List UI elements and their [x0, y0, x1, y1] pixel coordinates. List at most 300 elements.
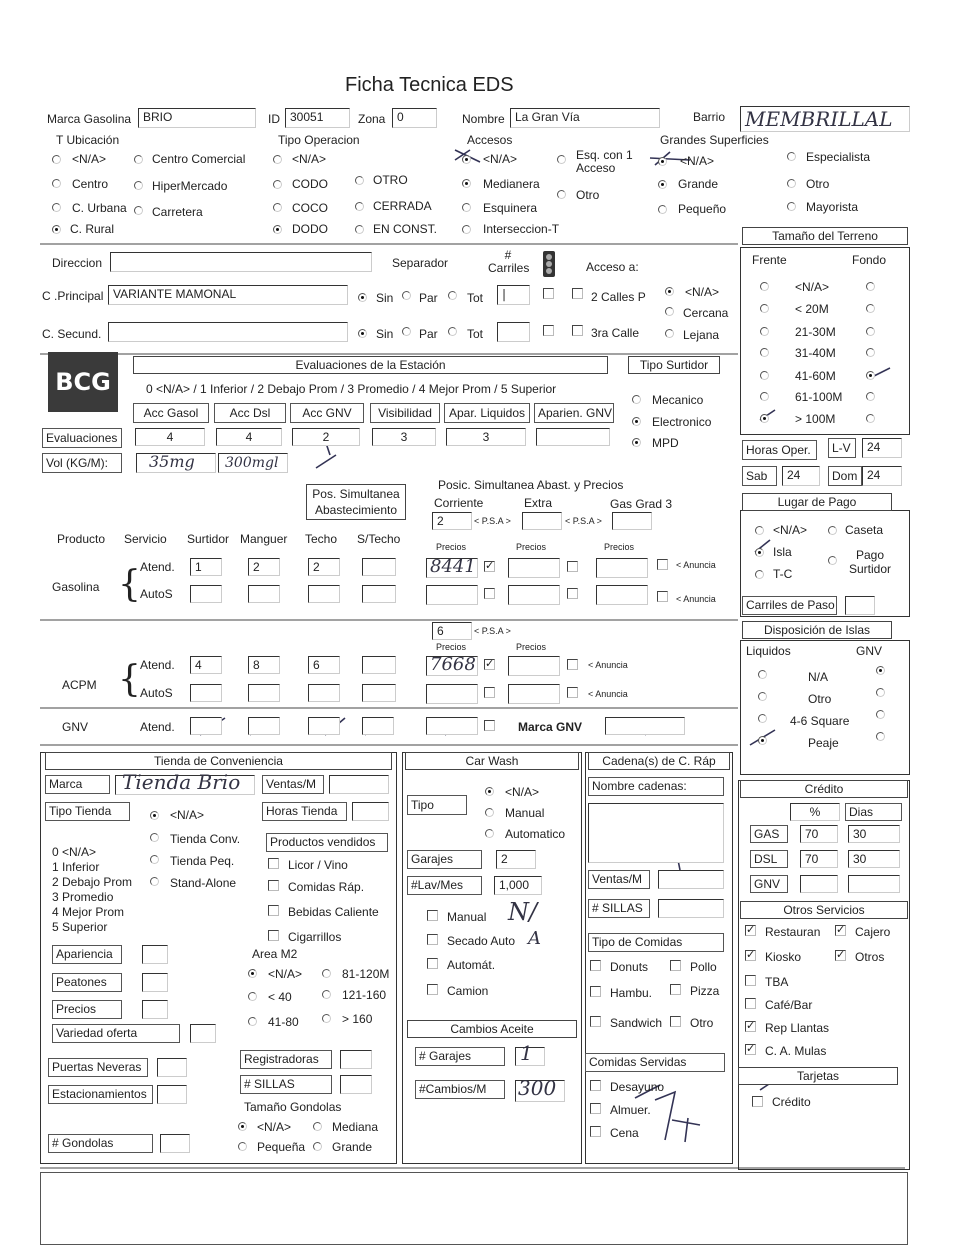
prod-vend-opt: Licor / Vino — [288, 858, 348, 872]
gondolas-t-label: Tamaño Gondolas — [244, 1100, 342, 1114]
prod-qty-field[interactable] — [362, 656, 396, 674]
ubic-urbana-radio[interactable] — [52, 203, 61, 212]
otros-label: C. A. Mulas — [765, 1044, 827, 1058]
anuncia-check[interactable] — [657, 591, 668, 602]
terreno-fondo-radio[interactable] — [866, 392, 875, 401]
gondola-radio[interactable] — [313, 1122, 322, 1131]
acc-na-radio[interactable] — [462, 155, 471, 164]
op-coco-radio[interactable] — [273, 203, 282, 212]
ubic-hiper-radio[interactable] — [134, 181, 143, 190]
precios-label: Precios — [604, 542, 635, 552]
sep2-sin-radio[interactable] — [358, 329, 367, 338]
acc-int-label: Interseccion-T — [483, 222, 560, 236]
prod-vend-check[interactable] — [268, 880, 279, 891]
sep-sin-label: Sin — [376, 291, 394, 305]
eval-value-field[interactable]: 3 — [372, 428, 436, 446]
cw-check-label: Manual — [447, 910, 487, 924]
price-field[interactable] — [426, 684, 478, 704]
corriente-label: Corriente — [434, 496, 484, 510]
cw-na-radio[interactable] — [485, 787, 494, 796]
ubic-centro-radio[interactable] — [52, 179, 61, 188]
cw-garajes-label: Garajes — [407, 850, 482, 869]
servida-check[interactable] — [590, 1126, 601, 1137]
acc-2calles-check-b[interactable] — [572, 288, 583, 299]
gs-otro-label: Otro — [806, 177, 830, 191]
acc-esq1-label: Esq. con 1 Acceso — [576, 148, 633, 175]
cm-field[interactable] — [515, 1076, 565, 1102]
gs-peq-radio[interactable] — [658, 205, 667, 214]
prod-col-header: Surtidor — [187, 532, 230, 546]
corr-psa-field[interactable]: 2 — [432, 512, 472, 530]
sep-sin-radio[interactable] — [358, 293, 367, 302]
eval-title: Evaluaciones de la Estación — [133, 356, 608, 374]
price-check-extra[interactable] — [567, 561, 578, 572]
neveras-field[interactable] — [157, 1058, 187, 1077]
comida-label: Donuts — [610, 960, 649, 974]
price-field-extra[interactable] — [508, 684, 560, 704]
sep2-par-radio[interactable] — [402, 327, 411, 336]
accesos-title: Accesos — [467, 133, 513, 147]
tipo-tienda-radio[interactable] — [150, 833, 159, 842]
area-radio[interactable] — [248, 969, 257, 978]
tarj-credito-check[interactable] — [752, 1096, 763, 1107]
gs-peq-label: Pequeño — [678, 202, 727, 216]
gnv-label: GNV — [62, 720, 89, 734]
pago-isla-radio[interactable] — [755, 548, 764, 557]
anuncia-label: < Anuncia — [676, 560, 716, 570]
prod-vend-opt: Comidas Ráp. — [288, 880, 365, 894]
pago-surt-label: Pago Surtidor — [848, 548, 892, 576]
dom-label: Dom — [828, 466, 862, 486]
surt-elec-label: Electronico — [652, 415, 712, 429]
price-check-extra[interactable] — [567, 687, 578, 698]
terreno-frente-radio[interactable] — [760, 304, 769, 313]
direccion-label: Direccion — [52, 256, 103, 270]
isla-gnv-radio[interactable] — [876, 688, 885, 697]
price-check[interactable] — [484, 588, 495, 599]
pct-header: % — [790, 803, 840, 821]
ubic-cc-radio[interactable] — [134, 155, 143, 164]
gs-may-label: Mayorista — [806, 200, 859, 214]
carriles-paso-label: Carriles de Paso — [742, 596, 837, 615]
op-codo-radio[interactable] — [273, 180, 282, 189]
cadenas-title: Cadena(s) de C. Ráp — [588, 752, 730, 770]
tipo-tienda-radio[interactable] — [150, 811, 159, 820]
credito-dias-field[interactable]: 30 — [848, 825, 900, 843]
op-cerrada-radio[interactable] — [355, 202, 364, 211]
sab-field[interactable]: 24 — [782, 466, 820, 486]
neveras-label: Puertas Neveras — [48, 1058, 148, 1077]
terreno-opt-label: 21-30M — [795, 325, 836, 339]
nombre-cadenas-field[interactable] — [588, 803, 724, 863]
price-check-extra[interactable] — [567, 588, 578, 599]
cw-garajes-field[interactable]: 2 — [496, 850, 536, 869]
prod-qty-field[interactable] — [248, 684, 280, 702]
servida-check[interactable] — [590, 1103, 601, 1114]
comida-check[interactable] — [590, 1016, 601, 1027]
isla-gnv-radio[interactable] — [876, 666, 885, 675]
terreno-fondo-radio[interactable] — [866, 327, 875, 336]
horas-tienda-field[interactable] — [352, 802, 389, 821]
anuncia-check[interactable] — [657, 559, 668, 570]
prod-qty-field[interactable] — [190, 684, 222, 702]
isla-opt-label: N/A — [808, 670, 829, 684]
price-field-gg[interactable] — [596, 585, 648, 605]
ubic-rural-label: C. Rural — [70, 222, 115, 236]
area-radio[interactable] — [322, 1014, 331, 1023]
prod-vend-check[interactable] — [268, 858, 279, 869]
gnv-price-check[interactable] — [484, 720, 495, 731]
gnv-qty-field[interactable] — [308, 717, 340, 735]
carriles-principal[interactable]: | — [497, 285, 530, 305]
nombre-field[interactable]: La Gran Vía — [510, 108, 660, 128]
pago-na-label: <N/A> — [773, 523, 808, 537]
marca-field[interactable]: BRIO — [138, 108, 256, 128]
otros-check[interactable] — [745, 975, 756, 986]
terreno-frente-radio[interactable] — [760, 282, 769, 291]
pago-caseta-radio[interactable] — [828, 526, 837, 535]
pago-surt-radio[interactable] — [828, 556, 837, 565]
regist-field[interactable] — [340, 1050, 372, 1069]
terreno-frente-radio[interactable] — [760, 414, 769, 423]
gs-may-radio[interactable] — [787, 202, 796, 211]
acc-otro-label: Otro — [576, 188, 600, 202]
eval-col-header: Acc GNV — [290, 403, 364, 423]
prod-col-header: Manguer — [240, 532, 288, 546]
price-field-extra[interactable] — [508, 558, 560, 578]
prod-col-header: Techo — [305, 532, 338, 546]
tienda-item-field[interactable] — [142, 973, 168, 992]
precios-label: Precios — [516, 642, 547, 652]
terreno-opt-label: 41-60M — [795, 369, 836, 383]
anuncia-label: < Anuncia — [676, 594, 716, 604]
pago-na-radio[interactable] — [755, 526, 764, 535]
servida-check[interactable] — [590, 1080, 601, 1091]
prod-qty-field[interactable] — [362, 585, 396, 603]
acc-esq1-radio[interactable] — [557, 155, 566, 164]
isla-liq-radio[interactable] — [758, 692, 767, 701]
acc-med-radio[interactable] — [462, 179, 471, 188]
op-otro-radio[interactable] — [355, 176, 364, 185]
area-radio[interactable] — [248, 992, 257, 1001]
credito-row-label: DSL — [750, 850, 788, 868]
cw-check[interactable] — [427, 934, 438, 945]
cad-sillas-field[interactable] — [658, 899, 724, 918]
prod-qty-field[interactable] — [308, 585, 340, 603]
tienda-item-field[interactable] — [142, 945, 168, 964]
op-dodo-radio[interactable] — [273, 225, 282, 234]
acc-na-a-radio[interactable] — [665, 287, 674, 296]
cw-check[interactable] — [427, 984, 438, 995]
ventas-m-field[interactable] — [329, 775, 389, 794]
otros-check[interactable]: ✓ — [746, 1043, 756, 1055]
price-check[interactable]: ✓ — [485, 658, 495, 670]
credito-dias-field[interactable]: 30 — [848, 850, 900, 868]
acpm-psa-field[interactable]: 6 — [432, 622, 472, 640]
prod-qty-field[interactable] — [248, 585, 280, 603]
comida-check[interactable] — [590, 960, 601, 971]
servidas-label: Comidas Servidas — [585, 1053, 725, 1072]
tienda-item-label: Apariencia — [52, 945, 122, 964]
gs-otro-radio[interactable] — [787, 179, 796, 188]
direccion-field[interactable] — [110, 252, 372, 272]
cad-sillas-label: # SILLAS — [588, 899, 650, 918]
gnv-qty-field[interactable] — [248, 717, 280, 735]
price-check[interactable]: ✓ — [485, 560, 495, 572]
cw-tipo-label: Tipo — [407, 795, 467, 815]
gondola-opt: Pequeña — [257, 1140, 306, 1154]
terreno-frente-radio[interactable] — [760, 348, 769, 357]
price-check[interactable] — [484, 687, 495, 698]
comida-check[interactable] — [670, 1016, 681, 1027]
otros-check[interactable]: ✓ — [836, 924, 846, 936]
vol-2-hand: 300mgl — [225, 455, 279, 471]
service-label: Atend. — [140, 658, 175, 672]
id-field[interactable]: 30051 — [285, 108, 350, 128]
principal-field[interactable]: VARIANTE MAMONAL — [108, 285, 348, 305]
gondola-radio[interactable] — [238, 1122, 247, 1131]
ubic-na-radio[interactable] — [52, 155, 61, 164]
sep2-tot-radio[interactable] — [448, 327, 457, 336]
prod-qty-field[interactable]: 6 — [308, 656, 340, 674]
ubic-carretera-radio[interactable] — [134, 206, 143, 215]
cw-check[interactable] — [427, 958, 438, 969]
terreno-fondo-radio[interactable] — [866, 371, 875, 380]
cw-auto-radio[interactable] — [485, 829, 494, 838]
credito-pct-field[interactable]: 70 — [800, 825, 838, 843]
otros-check[interactable]: ✓ — [836, 949, 846, 961]
tienda-scale-item: 0 <N/A> — [52, 845, 97, 859]
prod-qty-field[interactable]: 2 — [248, 558, 280, 576]
op-na-label: <N/A> — [292, 152, 327, 166]
gondolas-field[interactable] — [160, 1134, 190, 1153]
gnv-price-field[interactable] — [426, 717, 478, 735]
sep-tot-label: Tot — [467, 291, 484, 305]
acc-esquinera-label: Esquinera — [483, 201, 538, 215]
notes-area[interactable] — [40, 1172, 908, 1245]
terreno-fondo-radio[interactable] — [866, 304, 875, 313]
islas-gnv-label: GNV — [856, 644, 883, 658]
nombre-label: Nombre — [462, 112, 505, 126]
eval-value-field[interactable]: 2 — [292, 428, 360, 446]
estac-field[interactable] — [157, 1085, 187, 1104]
acc-esquinera-radio[interactable] — [462, 203, 471, 212]
gs-esp-radio[interactable] — [787, 152, 796, 161]
g2-field[interactable] — [515, 1041, 545, 1066]
area-radio[interactable] — [322, 969, 331, 978]
eval-value-field[interactable] — [536, 428, 610, 446]
lv-field[interactable]: 24 — [862, 438, 902, 458]
price-field-extra[interactable] — [508, 585, 560, 605]
credito-pct-field[interactable] — [800, 875, 838, 893]
isla-liq-radio[interactable] — [758, 736, 767, 745]
prod-qty-field[interactable]: 2 — [308, 558, 340, 576]
otros-check[interactable]: ✓ — [746, 924, 756, 936]
gondola-opt: Grande — [332, 1140, 373, 1154]
prod-qty-field[interactable]: 8 — [248, 656, 280, 674]
cw-na-hand: N/ — [508, 898, 538, 926]
otros-label: Restauran — [765, 925, 821, 939]
terreno-fondo-radio[interactable] — [866, 348, 875, 357]
gondola-radio[interactable] — [238, 1142, 247, 1151]
psa-1: < P.S.A > — [474, 516, 511, 526]
op-dodo-label: DODO — [292, 222, 328, 236]
service-label: AutoS — [140, 686, 173, 700]
tipo-tienda-radio[interactable] — [150, 877, 159, 886]
prod-vend-check[interactable] — [268, 905, 279, 916]
calles2-label: 2 Calles P — [591, 290, 646, 304]
terreno-fondo-radio[interactable] — [866, 282, 875, 291]
terreno-frente-radio[interactable] — [760, 327, 769, 336]
tipo-tienda-label: Tipo Tienda — [45, 802, 130, 821]
isla-gnv-radio[interactable] — [876, 732, 885, 741]
eval-col-header: Acc Dsl — [214, 403, 286, 423]
prod-qty-field[interactable] — [190, 585, 222, 603]
price-hand: 8441 — [430, 556, 476, 577]
gs-na-radio[interactable] — [658, 157, 667, 166]
service-label: Atend. — [140, 560, 175, 574]
terreno-frente-radio[interactable] — [760, 371, 769, 380]
eval-value-field[interactable]: 4 — [216, 428, 282, 446]
prod-vend-label: Productos vendidos — [266, 833, 388, 852]
traffic-light-icon — [537, 250, 561, 278]
comida-check[interactable] — [670, 984, 681, 995]
marca-gnv-field[interactable] — [605, 717, 685, 735]
eval-value-field[interactable]: 3 — [446, 428, 526, 446]
otros-label: TBA — [765, 975, 789, 989]
acc-3calle-check-b[interactable] — [572, 325, 583, 336]
otros-check[interactable]: ✓ — [746, 1020, 756, 1032]
prod-qty-field[interactable] — [362, 684, 396, 702]
acc-int-radio[interactable] — [462, 225, 471, 234]
credito-pct-field[interactable]: 70 — [800, 850, 838, 868]
price-field[interactable] — [426, 585, 478, 605]
area-radio[interactable] — [248, 1017, 257, 1026]
isla-liq-radio[interactable] — [758, 714, 767, 723]
cw-check[interactable] — [427, 910, 438, 921]
area-radio[interactable] — [322, 990, 331, 999]
vol-field-2[interactable] — [218, 453, 288, 473]
tienda-item-field[interactable] — [190, 1024, 216, 1043]
price-check-extra[interactable] — [567, 659, 578, 670]
acceso-a-label: Acceso a: — [586, 260, 639, 274]
area-opt: > 160 — [342, 1012, 373, 1026]
g2-hand: 1 — [520, 1041, 533, 1065]
eval-scale: 0 <N/A> / 1 Inferior / 2 Debajo Prom / 3 Promedio / 4 Mejor Prom / 5 Superior — [146, 382, 557, 396]
tienda-item-field[interactable] — [142, 1000, 168, 1019]
secund-field[interactable] — [108, 322, 348, 342]
otros-check[interactable]: ✓ — [746, 949, 756, 961]
prod-qty-field[interactable] — [308, 684, 340, 702]
extra-psa-field[interactable] — [522, 512, 562, 530]
separador-label: Separador — [392, 256, 449, 270]
gondola-radio[interactable] — [313, 1142, 322, 1151]
carriles-secund[interactable] — [497, 322, 530, 342]
sep-tot-radio[interactable] — [448, 291, 457, 300]
op-codo-label: CODO — [292, 177, 328, 191]
carriles-paso-field[interactable] — [845, 596, 875, 615]
tienda-scale-item: 1 Inferior — [52, 860, 100, 874]
price-field-extra[interactable] — [508, 656, 560, 676]
islas-title: Disposición de Islas — [742, 621, 892, 639]
sep-par-label: Par — [419, 291, 438, 305]
cw-check-label: Secado Auto — [447, 934, 516, 948]
sillas-field[interactable] — [340, 1075, 372, 1094]
cw-lav-field[interactable]: 1,000 — [494, 876, 542, 895]
pago-tc-radio[interactable] — [755, 570, 764, 579]
sab-label: Sab — [742, 466, 777, 486]
comida-check[interactable] — [670, 960, 681, 971]
isla-liq-radio[interactable] — [758, 670, 767, 679]
terreno-fondo-radio[interactable] — [866, 414, 875, 423]
prod-qty-field[interactable] — [362, 558, 396, 576]
zona-field[interactable]: 0 — [392, 108, 437, 128]
acc-2calles-check[interactable] — [543, 288, 554, 299]
gnv-qty-field[interactable] — [190, 717, 222, 735]
terreno-frente-radio[interactable] — [760, 392, 769, 401]
cw-manual-radio[interactable] — [485, 808, 494, 817]
gnv-qty-field[interactable] — [362, 717, 394, 735]
gg-psa-field[interactable] — [612, 512, 652, 530]
price-field-gg[interactable] — [596, 558, 648, 578]
credito-dias-field[interactable] — [848, 875, 900, 893]
servida-label: Almuer. — [610, 1103, 651, 1117]
terreno-panel — [740, 247, 910, 435]
area-label: Area M2 — [252, 947, 298, 961]
otros-check[interactable] — [745, 998, 756, 1009]
surt-mec-radio[interactable] — [632, 395, 641, 404]
vol-1-hand: 35mg — [149, 452, 195, 471]
acc-3calle-check[interactable] — [543, 325, 554, 336]
op-otro-label: OTRO — [373, 173, 408, 187]
tipo-tienda-radio[interactable] — [150, 855, 159, 864]
prod-qty-field[interactable]: 1 — [190, 558, 222, 576]
op-na-radio[interactable] — [273, 155, 282, 164]
sep-par-radio[interactable] — [402, 291, 411, 300]
cad-ventas-field[interactable] — [658, 870, 724, 889]
surt-elec-radio[interactable] — [632, 417, 641, 426]
prod-qty-field[interactable]: 4 — [190, 656, 222, 674]
surt-mpd-radio[interactable] — [632, 438, 641, 447]
tienda-marca-field[interactable] — [115, 770, 255, 795]
isla-gnv-radio[interactable] — [876, 710, 885, 719]
surt-mec-label: Mecanico — [652, 393, 704, 407]
otros-label: Café/Bar — [765, 998, 813, 1012]
comida-label: Pollo — [690, 960, 717, 974]
ubicacion-title: T Ubicación — [56, 133, 120, 147]
cw-check-label: Camion — [447, 984, 489, 998]
barrio-field[interactable]: MEMBRILLAL — [740, 106, 910, 132]
pos-sim-title: Pos. Simultanea Abastecimiento — [306, 484, 406, 520]
tipo-tienda-opt: Tienda Conv. — [170, 832, 241, 846]
acc-lejana-radio[interactable] — [665, 329, 674, 338]
eval-row-label: Evaluaciones — [42, 428, 122, 448]
gs-grande-radio[interactable] — [658, 180, 667, 189]
prod-vend-check[interactable] — [268, 930, 279, 941]
comida-check[interactable] — [590, 986, 601, 997]
dom-field[interactable]: 24 — [862, 466, 902, 486]
eval-value-field[interactable]: 4 — [135, 428, 205, 446]
page-title: Ficha Tecnica EDS — [345, 74, 514, 96]
op-const-radio[interactable] — [355, 225, 364, 234]
credito-row-label: GAS — [750, 825, 788, 843]
terreno-opt-label: 31-40M — [795, 346, 836, 360]
ubic-rural-radio[interactable] — [52, 225, 61, 234]
prod-vend-opt: Bebidas Caliente — [288, 905, 379, 919]
acc-cercana-radio[interactable] — [665, 307, 674, 316]
vol-field-1[interactable] — [136, 453, 216, 473]
acc-otro-radio[interactable] — [557, 190, 566, 199]
